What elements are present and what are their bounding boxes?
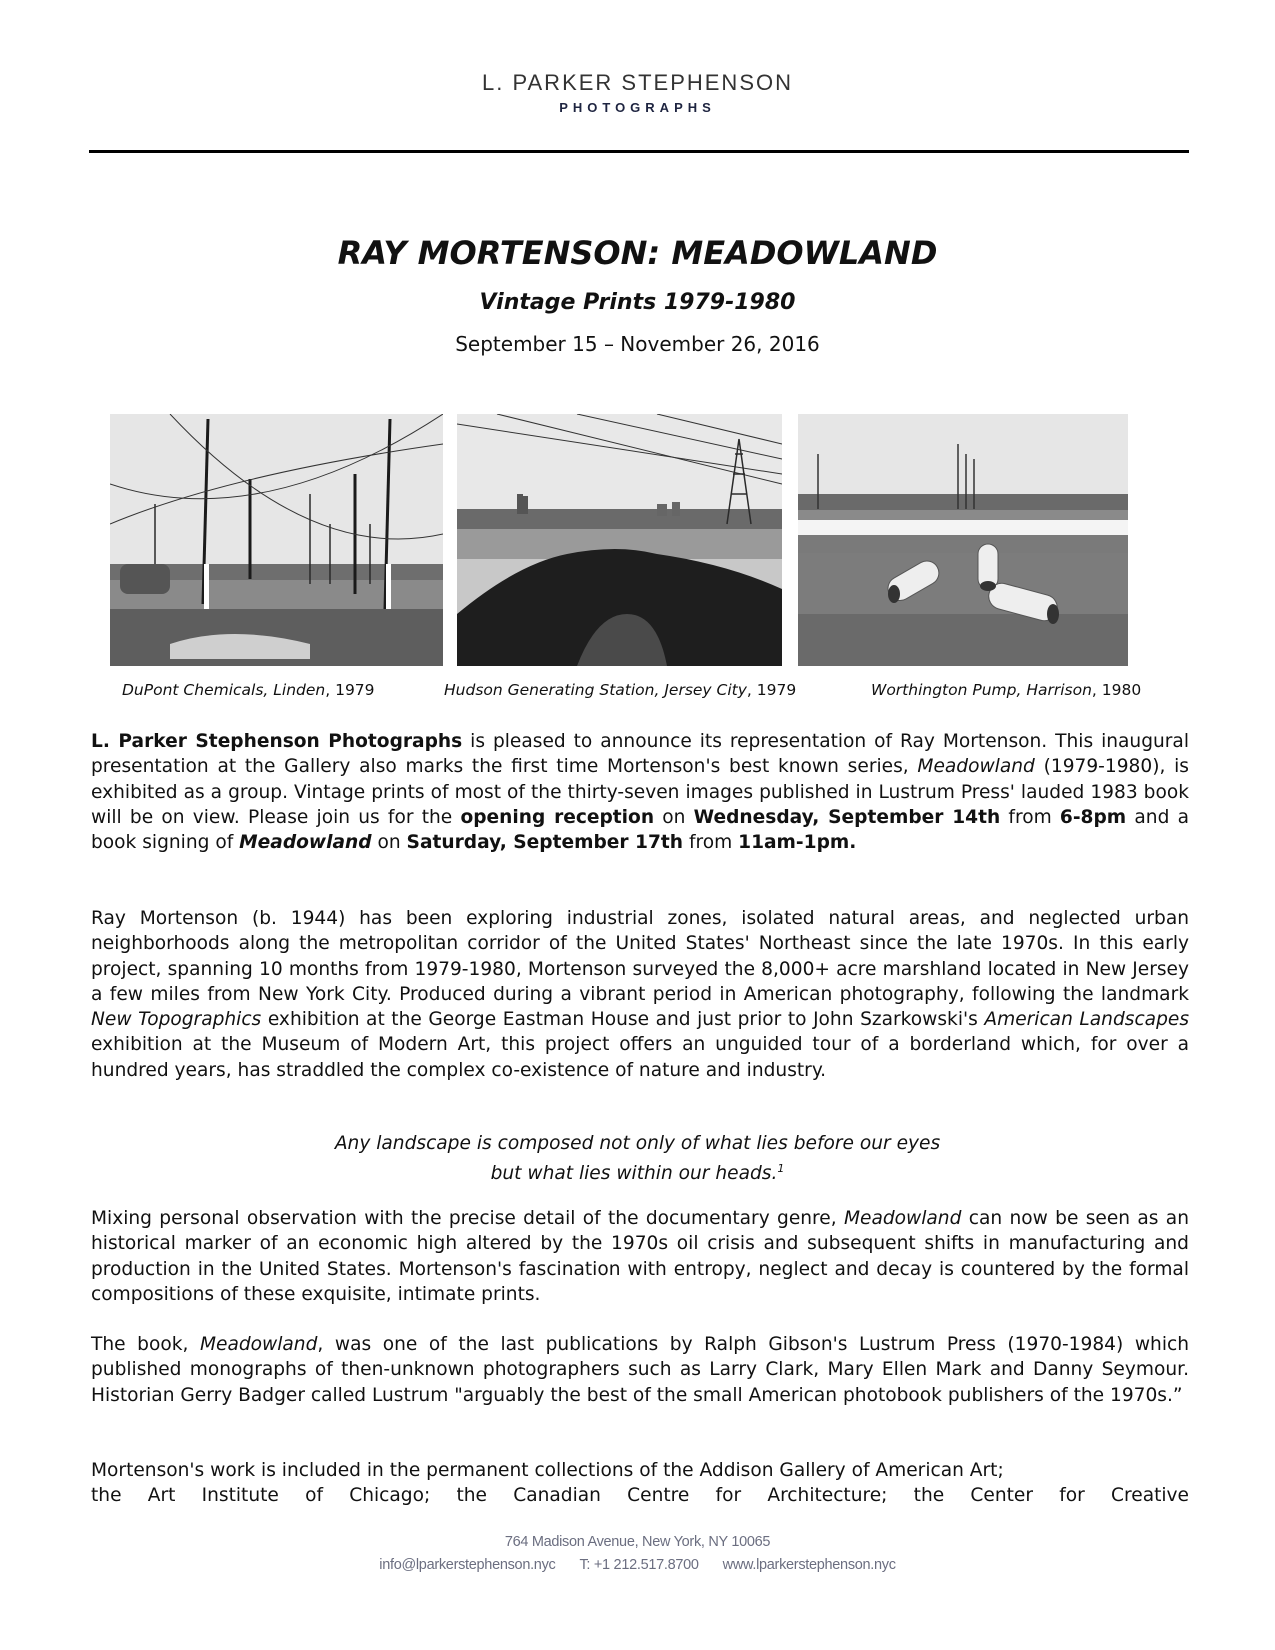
gallery-logo-name: L. PARKER STEPHENSON [482,70,793,95]
footnote-marker: 1 [777,1162,785,1175]
exhibition-name: New Topographics [91,1009,262,1031]
exhibition-title: RAY MORTENSON: MEADOWLAND [337,234,938,272]
caption-year: , 1980 [1091,681,1142,699]
text: from [683,832,739,854]
exhibition-dates: September 15 – November 26, 2016 [455,332,820,356]
quote-line: Any landscape is composed not only of what lies before our eyes [334,1133,941,1154]
footer-phone: T: +1 212.517.8700 [579,1557,699,1573]
caption-year: , 1979 [325,681,375,699]
photo-caption-2 [444,681,796,699]
text: is pleased to announce its representation of Ray Mortenson. This inaugural presentation at the Gallery also marks the first time Mortenson's best known series, [91,731,1189,778]
series-title: Meadowland [843,1208,962,1229]
header-rule [89,150,1189,153]
caption-title: Worthington Pump, Harrison [871,681,1092,699]
epigraph-quote [0,1131,1275,1186]
exhibition-name: American Landscapes [984,1009,1190,1031]
footer-contact [0,1557,1275,1573]
gallery-logo-subtitle: PHOTOGRAPHS [559,100,716,115]
text: Mixing personal observation with the precise detail of the documentary genre, [91,1208,844,1229]
photo-caption-1 [122,681,375,699]
text: , was one of the last publications by Ralph Gibson's Lustrum Press (1970-1984) which published monographs of then-unknown photographers such as Larry Clark, Mary Ellen Mark and Danny Seymour. Historian Gerry Badger called Lustrum "arguably the best of the small American photobook publishers of the 1970s.” [91,1334,1189,1406]
text: on [654,806,694,828]
text-line: Mortenson's work is included in the permanent collections of the Addison Gallery of American Art; [91,1460,1004,1481]
caption-year: , 1979 [746,681,797,699]
photo-dupont-chemicals [110,414,443,666]
opening-date: Wednesday, September 14th [693,806,1001,828]
signing-time: 11am-1pm. [738,832,857,854]
text: exhibition at the George Eastman House and just prior to John Szarkowski's [261,1009,985,1031]
paragraph-book [91,1332,1189,1408]
text: Ray Mortenson (b. 1944) has been exploring industrial zones, isolated natural areas, and neglected urban neighborhoods along the metropolitan corridor of the United States' Northeast since the late 1970s. In this early project, spanning 10 months from 1979-1980, Mortenson surveyed the 8,000+ acre marshland located in New Jersey a few miles from New York City. Produced during a vibrant period in American photography, following the landmark [91,908,1189,1005]
text: can now be seen as an historical marker of an economic high altered by the 1970s oil crisis and subsequent shifts in manufacturing and production in the United States. Mortenson's fascination with entropy, neglect and decay is countered by the formal compositions of these exquisite, intimate prints. [91,1208,1189,1305]
photo-caption-3 [871,681,1141,699]
paragraph-biography [91,906,1189,1083]
text-line: the Art Institute of Chicago; the Canadian Centre for Architecture; the Center for Creative [91,1485,1189,1507]
photo-worthington-pump [798,414,1128,666]
book-title: Meadowland [239,832,372,854]
footer-email-link[interactable]: info@lparkerstephenson.nyc [379,1557,556,1573]
signing-date: Saturday, September 17th [406,832,684,854]
text: but what lies within our heads. [490,1163,778,1185]
text: The book, [91,1334,200,1355]
photo-hudson-generating-station [457,414,782,666]
text: from [1000,806,1060,828]
series-title: Meadowland [917,756,1035,778]
text: on [371,832,407,854]
footer-website-link[interactable]: www.lparkerstephenson.nyc [722,1557,896,1573]
caption-title: DuPont Chemicals, Linden [122,681,326,699]
paragraph-collections [91,1458,1189,1509]
text: exhibition at the Museum of Modern Art, this project offers an unguided tour of a borderland which, for over a hundred years, has straddled the complex co-existence of nature and industry. [91,1034,1189,1081]
paragraph-announcement [91,729,1189,855]
paragraph-significance [91,1206,1189,1307]
caption-title: Hudson Generating Station, Jersey City [444,681,747,699]
footer-address: 764 Madison Avenue, New York, NY 10065 [504,1534,771,1550]
exhibition-subtitle: Vintage Prints 1979-1980 [479,290,796,315]
opening-reception-label: opening reception [460,806,655,828]
book-title: Meadowland [199,1334,318,1355]
text: and a book signing of [91,806,1189,854]
quote-line [0,1156,1275,1186]
gallery-name: L. Parker Stephenson Photographs [91,731,463,752]
opening-time: 6-8pm [1059,806,1127,828]
text: (1979-1980), is exhibited as a group. Vintage prints of most of the thirty-seven images published in Lustrum Press' lauded 1983 book will be on view. Please join us for the [91,756,1189,828]
